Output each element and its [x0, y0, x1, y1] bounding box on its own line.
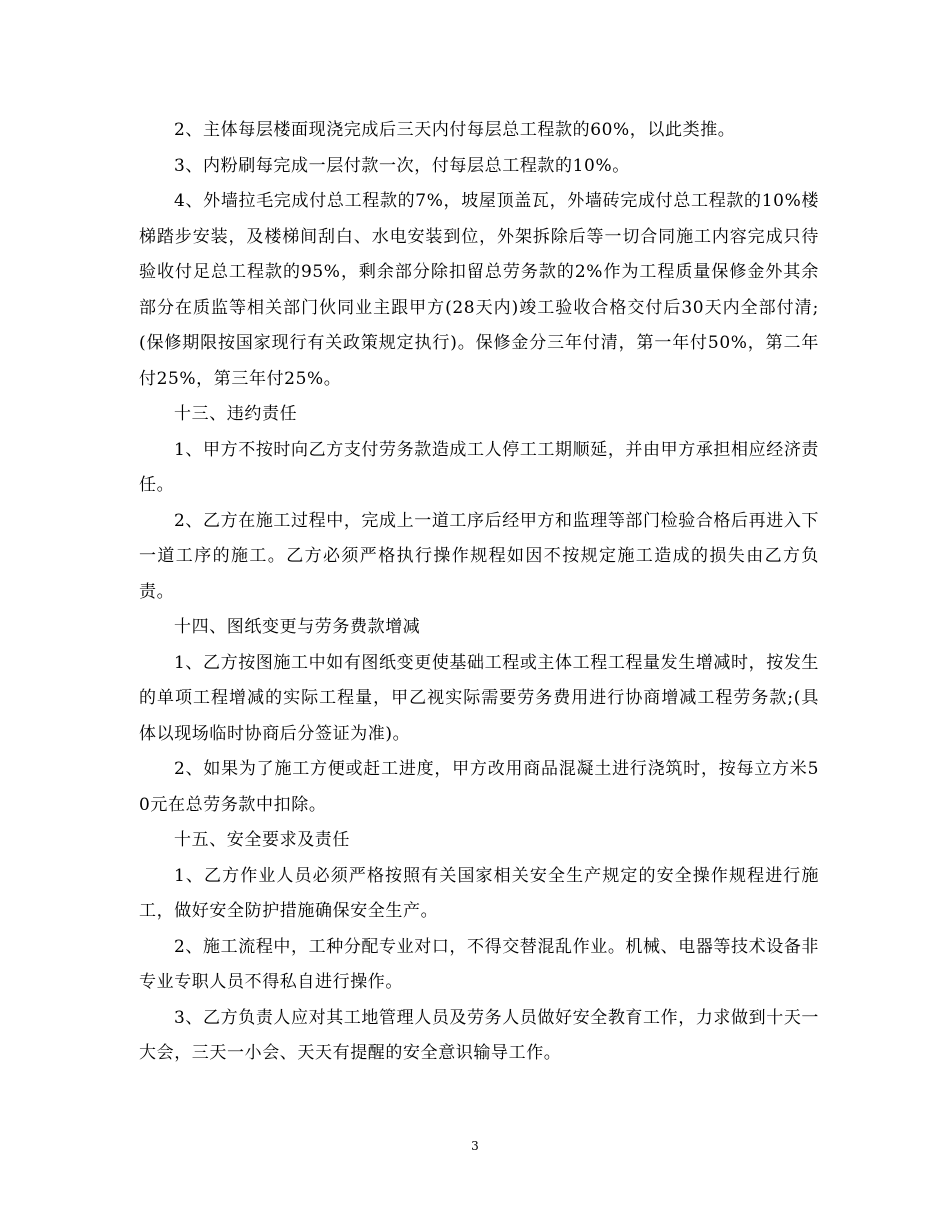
- paragraph-breach-clause-2: 2、乙方在施工过程中，完成上一道工序后经甲方和监理等部门检验合格后再进入下一道工序的施工。乙方必须严格执行操作规程如因不按规定施工造成的损失由乙方负责。: [139, 510, 820, 602]
- paragraph-payment-clause-3: 3、内粉刷每完成一层付款一次，付每层总工程款的10%。: [174, 155, 630, 176]
- paragraph-payment-clause-2: 2、主体每层楼面现浇完成后三天内付每层总工程款的60%，以此类推。: [174, 120, 736, 140]
- section-heading-safety: 十五、安全要求及责任: [174, 830, 350, 850]
- paragraph-changes-clause-1: 1、乙方按图施工中如有图纸变更使基础工程或主体工程工程量发生增减时，按发生的单项工程增减的实际工程量，甲乙视实际需要劳务费用进行协商增减工程劳务款;(具体以现场临时协商后分签证为准)。: [139, 652, 820, 744]
- page-number: 3: [471, 1139, 479, 1153]
- paragraph-changes-clause-2: 2、如果为了施工方便或赶工进度，甲方改用商品混凝土进行浇筑时，按每立方米50元在总劳务款中扣除。: [139, 759, 819, 815]
- paragraph-safety-clause-3: 3、乙方负责人应对其工地管理人员及劳务人员做好安全教育工作，力求做到十天一大会，三天一小会、天天有提醒的安全意识输导工作。: [139, 1007, 820, 1063]
- section-heading-breach-liability: 十三、违约责任: [174, 404, 298, 424]
- paragraph-safety-clause-2: 2、施工流程中，工种分配专业对口，不得交替混乱作业。机械、电器等技术设备非专业专职人员不得私自进行操作。: [139, 936, 820, 992]
- paragraph-safety-clause-1: 1、乙方作业人员必须严格按照有关国家相关安全生产规定的安全操作规程进行施工，做好安全防护措施确保安全生产。: [139, 865, 819, 921]
- paragraph-payment-clause-4: 4、外墙拉毛完成付总工程款的7%，坡屋顶盖瓦，外墙砖完成付总工程款的10%楼梯踏步安装，及楼梯间刮白、水电安装到位，外架拆除后等一切合同施工内容完成只待验收付足总工程款的95%，剩余部分除扣留总劳务款的2%作为工程质量保修金外其余部分在质监等相关部门伙同业主跟甲方(28天内)竣工验收合格交付后30天内全部付清;(保修期限按国家现行有关政策规定执行)。保修金分三年付清，第一年付50%，第二年付25%，第三年付25%。: [139, 191, 819, 389]
- paragraph-breach-clause-1: 1、甲方不按时向乙方支付劳务款造成工人停工工期顺延，并由甲方承担相应经济责任。: [139, 439, 820, 495]
- section-heading-drawing-changes: 十四、图纸变更与劳务费款增减: [174, 617, 421, 637]
- document-body: [139, 113, 819, 1072]
